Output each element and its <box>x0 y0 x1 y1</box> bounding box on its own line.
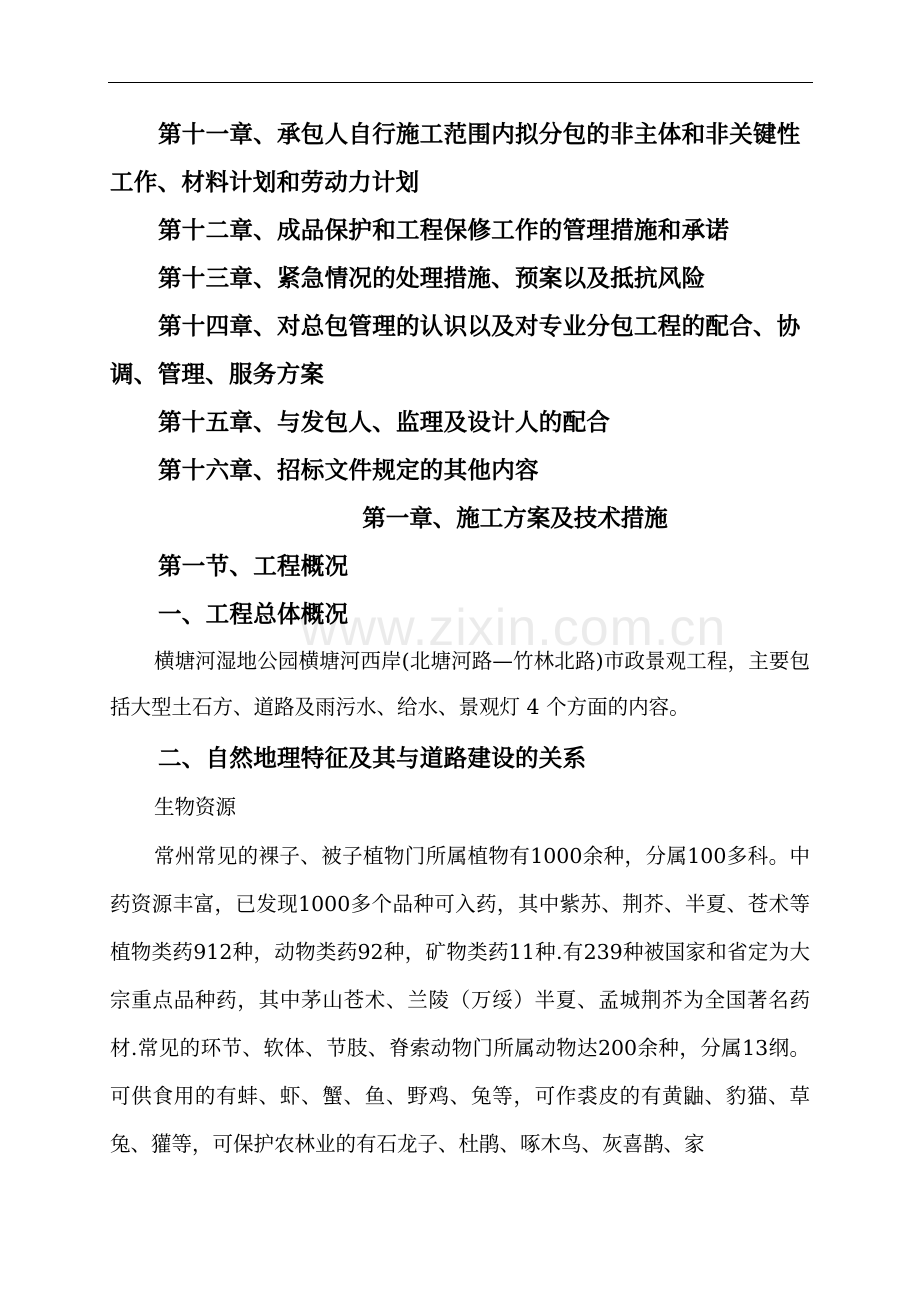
toc-entry-13: 第十三章、紧急情况的处理措施、预案以及抵抗风险 <box>158 264 706 292</box>
toc-entry-15: 第十五章、与发包人、监理及设计人的配合 <box>158 408 611 436</box>
section-title: 第一节、工程概况 <box>158 552 349 580</box>
subsection-1-paragraph: 横塘河湿地公园横塘河西岸(北塘河路—竹林北路)市政景观工程，主要包括大型土石方、道路及雨污水、给水、景观灯 4 个方面的内容。 <box>110 649 810 719</box>
toc-entry-11: 第十一章、承包人自行施工范围内拟分包的非主体和非关键性工作、材料计划和劳动力计划 <box>110 120 801 196</box>
subsection-2-title: 二、自然地理特征及其与道路建设的关系 <box>158 744 587 772</box>
toc-entry-16: 第十六章、招标文件规定的其他内容 <box>158 456 539 484</box>
chapter-title: 第一章、施工方案及技术措施 <box>362 504 668 532</box>
toc-entry-12: 第十二章、成品保护和工程保修工作的管理措施和承诺 <box>158 216 730 244</box>
subsection-2-label: 生物资源 <box>154 795 236 819</box>
header-rule <box>108 82 813 83</box>
watermark-text: www.zixin.com.cn <box>300 599 727 657</box>
document-body <box>110 110 810 1168</box>
toc-entry-14: 第十四章、对总包管理的认识以及对专业分包工程的配合、协调、管理、服务方案 <box>110 312 801 388</box>
subsection-2-paragraph: 常州常见的裸子、被子植物门所属植物有1000余种，分属100多科。中药资源丰富，已发现1000多个品种可入药，其中紫苏、荆芥、半夏、苍术等植物类药912种，动物类药92种，矿物类药11种.有239种被国家和省定为大宗重点品种药，其中茅山苍术、兰陵（万绥）半夏、孟城荆芥为全国著名药材.常见的环节、软体、节肢、脊索动物门所属动物达200余种，分属13纲。可供食用的有蚌、虾、蟹、鱼、野鸡、兔等，可作裘皮的有黄鼬、豹猫、草兔、獾等，可保护农林业的有石龙子、杜鹃、啄木鸟、灰喜鹊、家 <box>110 844 810 1156</box>
subsection-1-title: 一、工程总体概况 <box>158 600 349 628</box>
